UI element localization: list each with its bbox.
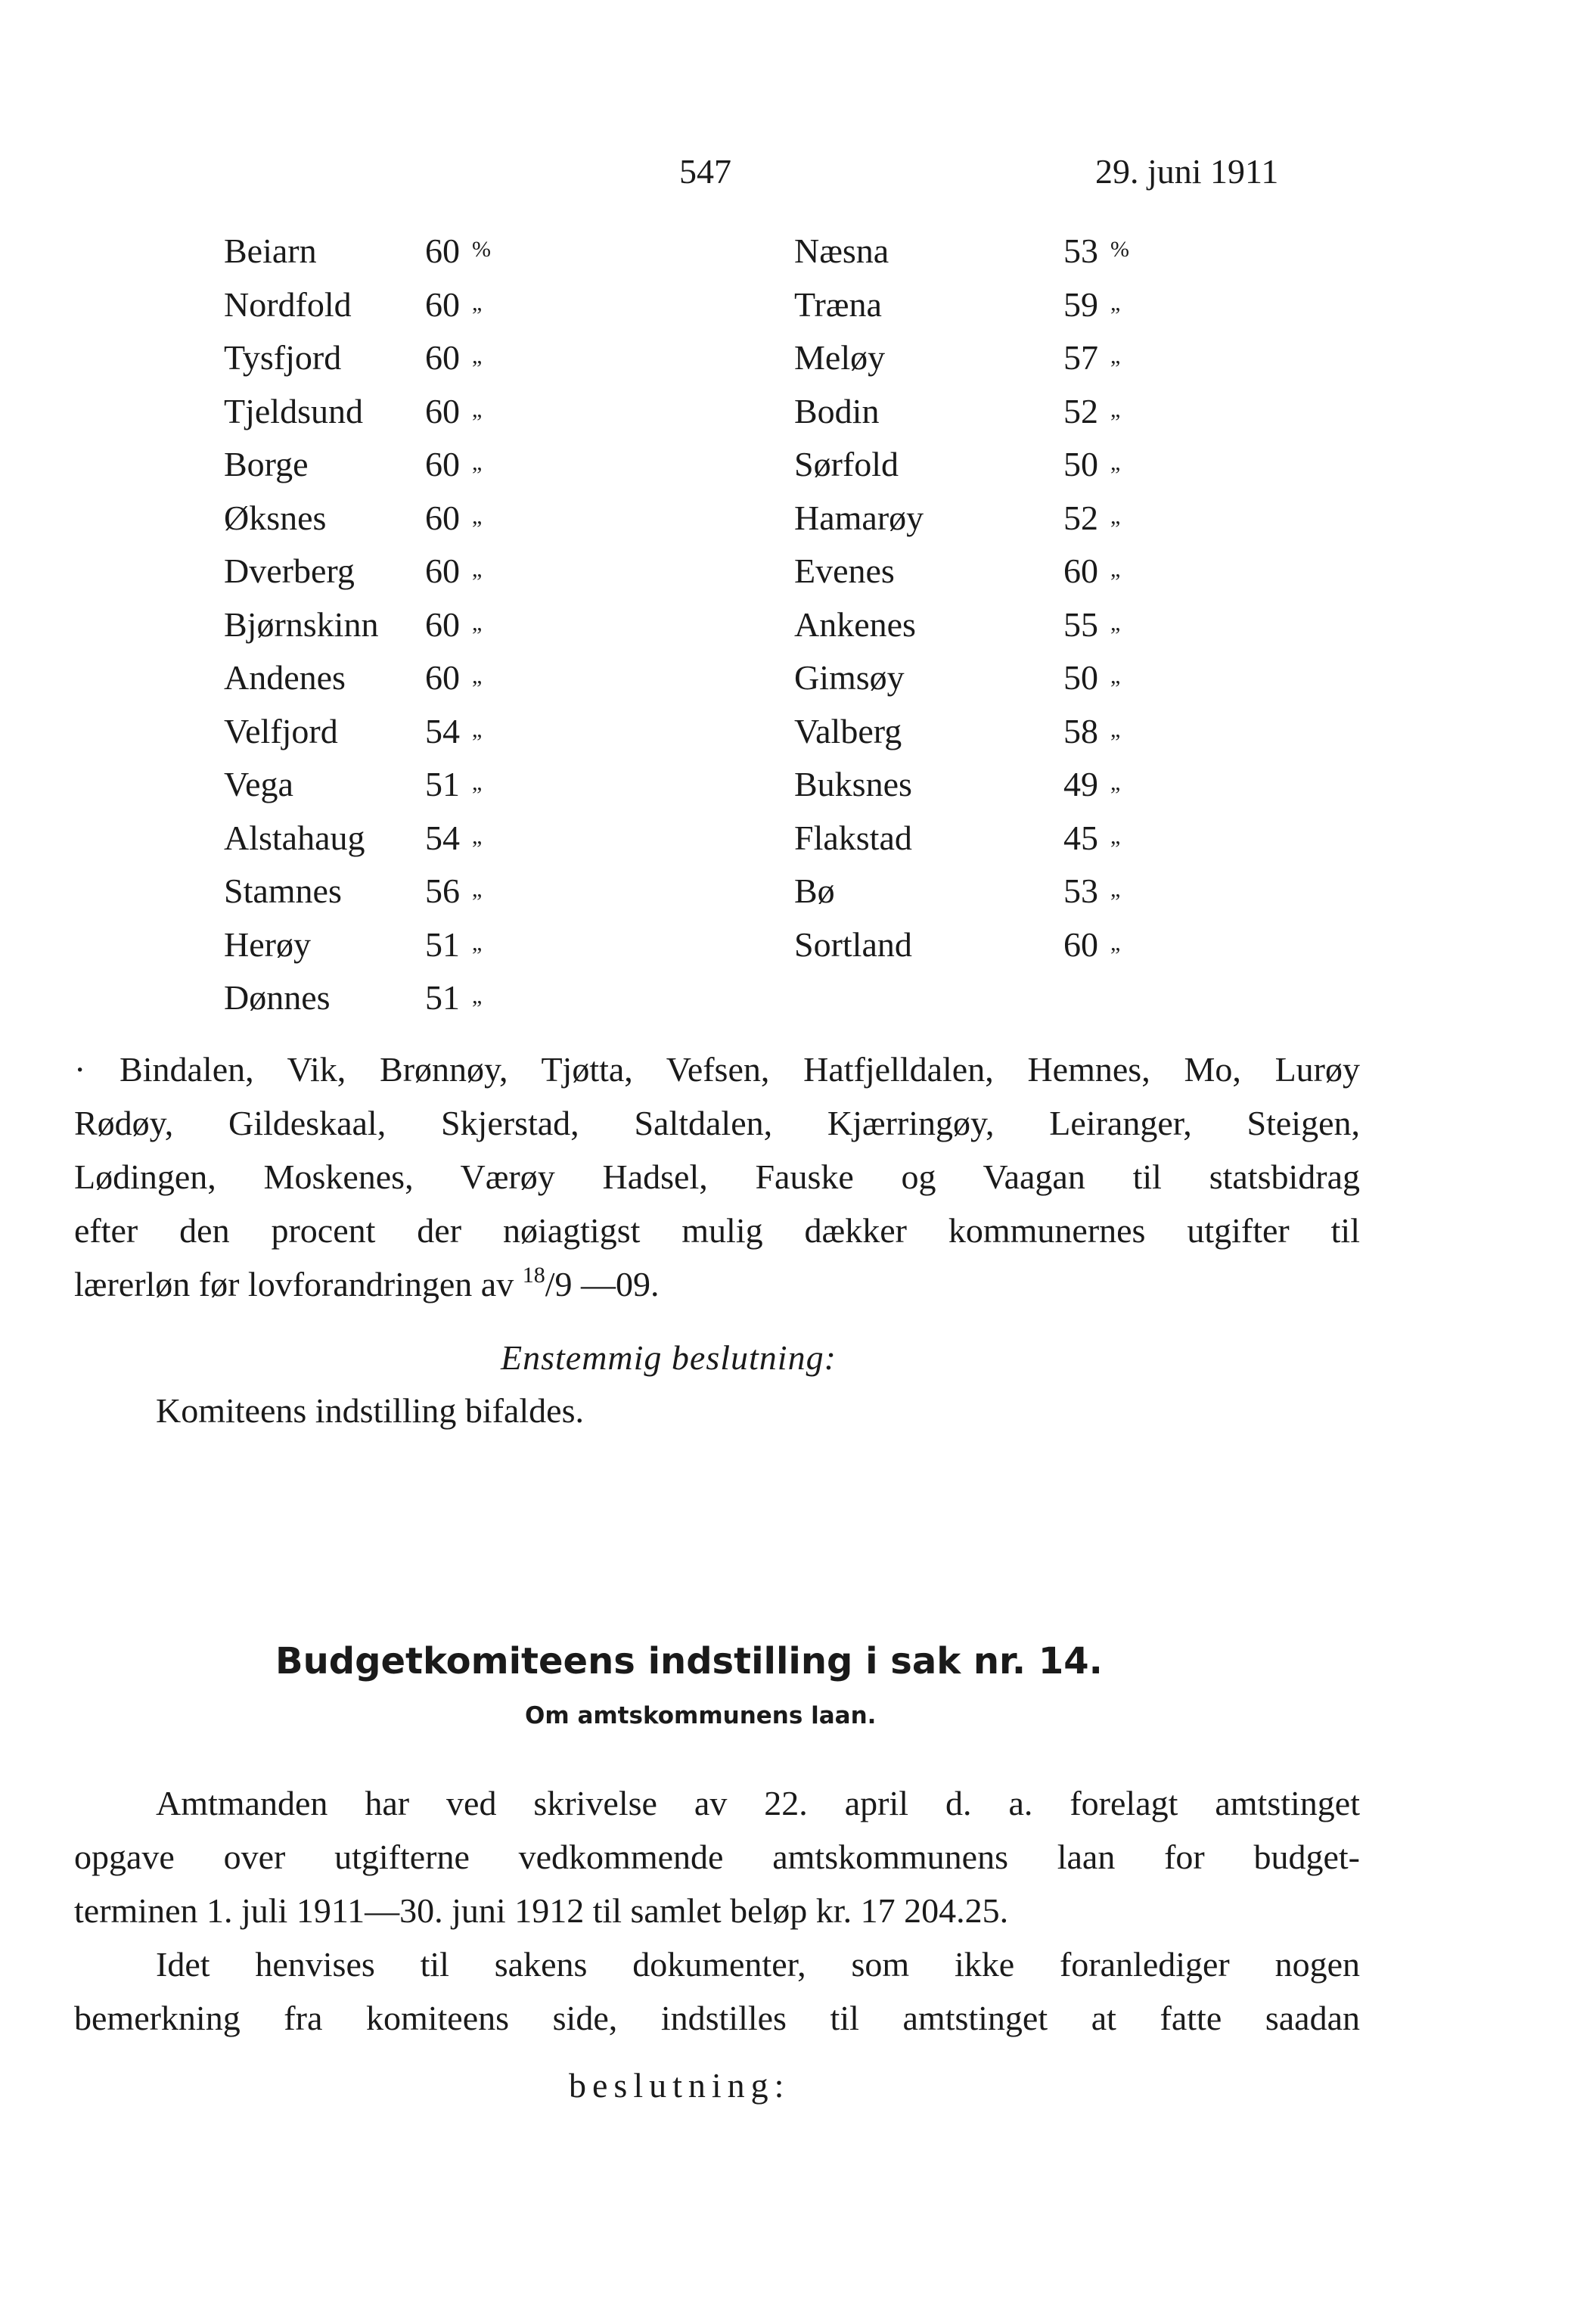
text-line: opgave over utgifterne vedkommende amtskommunens laan for budget- <box>74 1838 1360 1876</box>
percentage-value: 60 <box>425 604 460 644</box>
table-row <box>224 871 572 916</box>
text-line: terminen 1. juli 1911—30. juni 1912 til samlet beløp kr. 17 204.25. <box>74 1891 1009 1930</box>
unit-mark: „ <box>472 877 483 902</box>
table-row <box>224 391 572 437</box>
percentage-value: 60 <box>425 658 460 697</box>
municipality-name: Andenes <box>224 658 346 697</box>
municipality-name: Øksnes <box>224 498 327 537</box>
municipality-name: Meløy <box>794 338 886 377</box>
percentage-value: 60 <box>425 231 460 270</box>
text-line: Lødingen, Moskenes, Værøy Hadsel, Fauske og Vaagan til statsbidrag <box>74 1157 1360 1196</box>
municipality-name: Velfjord <box>224 711 338 750</box>
municipality-name: Nordfold <box>224 284 352 324</box>
municipality-name: Tysfjord <box>224 338 342 377</box>
unit-mark: „ <box>1110 290 1121 315</box>
table-row <box>794 764 1218 809</box>
unit-mark: „ <box>472 770 483 795</box>
percentage-value: 51 <box>425 978 460 1017</box>
text-line: Idet henvises til sakens dokumenter, som ikke foranlediger nogen <box>156 1945 1360 1984</box>
text-line: bemerkning fra komiteens side, indstilles til amtstinget at fatte saadan <box>74 1999 1360 2037</box>
table-row <box>224 231 572 276</box>
table-row <box>794 657 1218 703</box>
percentage-value: 52 <box>1063 391 1098 430</box>
paragraph-municipality-list <box>74 1042 1360 1316</box>
table-row <box>794 924 1218 970</box>
municipality-name: Evenes <box>794 551 895 590</box>
municipality-name: Bjørnskinn <box>224 604 379 644</box>
municipality-table-left <box>224 231 572 1017</box>
percentage-value: 56 <box>425 872 460 910</box>
closing-word: beslutning: <box>569 2066 790 2105</box>
municipality-name: Gimsøy <box>794 658 905 697</box>
unit-mark: „ <box>472 930 483 955</box>
municipality-name: Borge <box>224 445 309 483</box>
municipality-name: Næsna <box>794 231 889 270</box>
table-row <box>224 444 572 489</box>
table-row <box>794 284 1218 330</box>
unit-mark: „ <box>1110 557 1121 582</box>
unit-mark: „ <box>1110 503 1121 529</box>
table-row <box>224 711 572 757</box>
municipality-name: Træna <box>794 284 882 324</box>
unit-mark: „ <box>1110 663 1121 688</box>
unit-mark: „ <box>472 983 483 1008</box>
table-row <box>794 391 1218 437</box>
table-row <box>224 657 572 703</box>
unit-mark: „ <box>1110 877 1121 902</box>
percentage-value: 51 <box>425 924 460 964</box>
municipality-name: Hamarøy <box>794 498 924 537</box>
unit-mark: „ <box>472 823 483 849</box>
unit-mark: „ <box>472 663 483 688</box>
table-row <box>224 284 572 330</box>
percentage-value: 60 <box>425 445 460 483</box>
municipality-name: Beiarn <box>224 231 317 270</box>
percentage-value: 55 <box>1063 604 1098 644</box>
section-subtitle: Om amtskommunens laan. <box>525 1702 877 1729</box>
text-line: · Bindalen, Vik, Brønnøy, Tjøtta, Vefsen, Hatfjelldalen, Hemnes, Mo, Lurøy <box>74 1050 1360 1089</box>
unit-mark: „ <box>1110 716 1121 742</box>
table-row <box>794 498 1218 543</box>
percentage-value: 51 <box>425 765 460 803</box>
municipality-name: Alstahaug <box>224 818 365 857</box>
percentage-value: 58 <box>1063 711 1098 750</box>
municipality-name: Valberg <box>794 711 902 750</box>
table-row <box>794 551 1218 596</box>
unit-mark: „ <box>472 503 483 529</box>
table-row <box>224 498 572 543</box>
percentage-value: 54 <box>425 711 460 750</box>
fraction-superscript: 18 <box>522 1263 545 1288</box>
table-row <box>224 604 572 650</box>
unit-mark: % <box>472 237 491 262</box>
municipality-name: Bø <box>794 872 835 910</box>
percentage-value: 45 <box>1063 818 1098 857</box>
table-row <box>224 764 572 809</box>
municipality-name: Stamnes <box>224 872 342 910</box>
percentage-value: 59 <box>1063 284 1098 324</box>
municipality-name: Herøy <box>224 924 311 964</box>
percentage-value: 53 <box>1063 872 1098 910</box>
table-row <box>794 604 1218 650</box>
municipality-name: Bodin <box>794 391 880 430</box>
unit-mark: „ <box>472 290 483 315</box>
unit-mark: „ <box>1110 450 1121 475</box>
municipality-name: Ankenes <box>794 604 916 644</box>
paragraph-loans <box>74 1776 1360 2045</box>
unit-mark: „ <box>472 343 483 368</box>
percentage-value: 60 <box>425 338 460 377</box>
text-line: efter den procent der nøiagtigst mulig dækker kommunernes utgifter til <box>74 1211 1360 1250</box>
percentage-value: 52 <box>1063 498 1098 537</box>
resolution-text: Komiteens indstilling bifaldes. <box>156 1391 584 1430</box>
table-row <box>224 924 572 970</box>
text-line: Amtmanden har ved skrivelse av 22. april d. a. forelagt amtstinget <box>156 1784 1360 1822</box>
unit-mark: „ <box>472 557 483 582</box>
table-row <box>794 337 1218 383</box>
unit-mark: „ <box>1110 343 1121 368</box>
municipality-name: Flakstad <box>794 818 912 857</box>
text-fragment: lærerløn før lovforandringen av <box>74 1265 514 1303</box>
text-line <box>74 1257 1360 1316</box>
table-row <box>224 551 572 596</box>
unit-mark: „ <box>1110 823 1121 849</box>
table-row <box>794 871 1218 916</box>
text-line: Rødøy, Gildeskaal, Skjerstad, Saltdalen, Kjærringøy, Leiranger, Steigen, <box>74 1104 1360 1142</box>
percentage-value: 53 <box>1063 231 1098 270</box>
percentage-value: 60 <box>425 284 460 324</box>
table-row <box>794 231 1218 276</box>
percentage-value: 54 <box>425 818 460 857</box>
percentage-value: 60 <box>425 551 460 590</box>
table-row <box>224 337 572 383</box>
unit-mark: „ <box>1110 770 1121 795</box>
municipality-name: Tjeldsund <box>224 391 363 430</box>
text-fragment: /9 —09. <box>545 1265 660 1303</box>
table-row <box>794 444 1218 489</box>
percentage-value: 60 <box>1063 551 1098 590</box>
table-row <box>794 818 1218 863</box>
municipality-name: Dverberg <box>224 551 355 590</box>
unit-mark: „ <box>472 396 483 422</box>
section-title: Budgetkomiteens indstilling i sak nr. 14. <box>275 1640 1103 1682</box>
municipality-name: Dønnes <box>224 978 331 1017</box>
municipality-name: Buksnes <box>794 765 912 803</box>
unit-mark: „ <box>1110 610 1121 635</box>
page-number: 547 <box>679 152 731 191</box>
unit-mark: „ <box>472 610 483 635</box>
table-row <box>224 818 572 863</box>
percentage-value: 60 <box>425 498 460 537</box>
percentage-value: 60 <box>1063 924 1098 964</box>
municipality-name: Sortland <box>794 924 912 964</box>
unit-mark: „ <box>472 450 483 475</box>
table-row <box>224 977 572 1023</box>
unit-mark: „ <box>1110 930 1121 955</box>
page-date: 29. juni 1911 <box>1095 152 1279 191</box>
table-row <box>794 711 1218 757</box>
municipality-name: Vega <box>224 765 293 803</box>
unit-mark: „ <box>1110 396 1121 422</box>
municipality-name: Sørfold <box>794 445 899 483</box>
resolution-label: Enstemmig beslutning: <box>501 1338 837 1377</box>
unit-mark: % <box>1110 237 1129 262</box>
unit-mark: „ <box>472 716 483 742</box>
percentage-value: 49 <box>1063 765 1098 803</box>
percentage-value: 57 <box>1063 338 1098 377</box>
municipality-table-right <box>794 231 1218 964</box>
percentage-value: 50 <box>1063 445 1098 483</box>
percentage-value: 50 <box>1063 658 1098 697</box>
percentage-value: 60 <box>425 391 460 430</box>
